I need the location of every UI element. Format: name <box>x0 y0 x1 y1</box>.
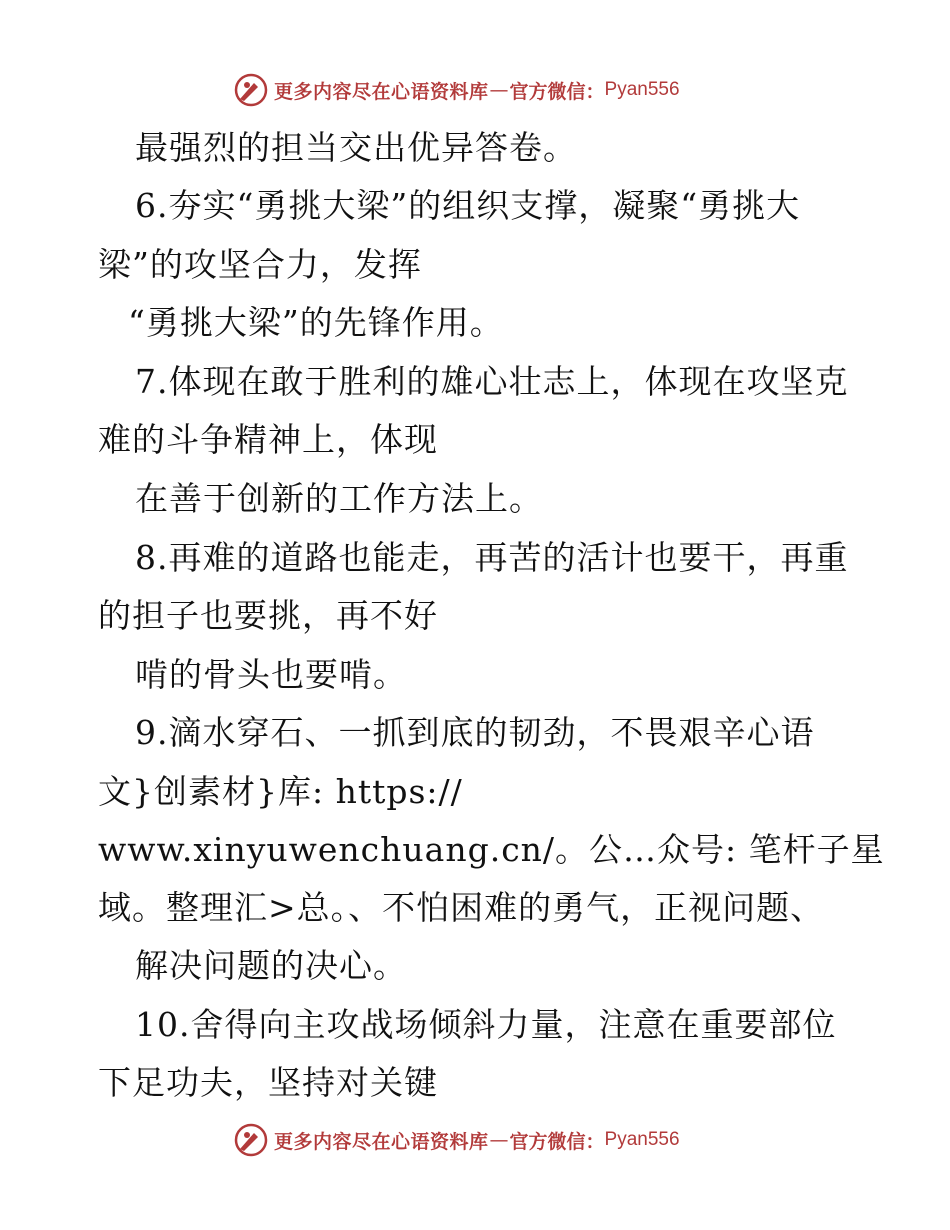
banner-text: 更多内容尽在心语资料库 <box>274 80 489 103</box>
text-line: 10.舍得向主攻战场倾斜力量，注意在重要部位 <box>135 1005 837 1044</box>
text-line: 6.夯实“勇挑大梁”的组织支撑，凝聚“勇挑大 <box>135 186 801 225</box>
text-line: 啃的骨头也要啃。 <box>135 655 407 694</box>
text-line: 7.体现在敢于胜利的雄心壮志上，体现在攻坚克 <box>135 362 849 401</box>
wechat-id: Pyan556 <box>604 1129 680 1150</box>
logo-icon <box>234 73 268 107</box>
text-line: www.xinyuwenchuang.cn/。公…众号: 笔杆子星 <box>98 830 885 869</box>
text-line: 的担子也要挑，再不好 <box>98 596 438 635</box>
banner-separator: — <box>489 1129 509 1151</box>
text-line: 最强烈的担当交出优异答卷。 <box>135 128 577 167</box>
text-line: 解决问题的决心。 <box>135 946 407 985</box>
text-line: 下足功夫，坚持对关键 <box>98 1063 438 1102</box>
header-watermark-banner <box>234 70 680 110</box>
logo-icon <box>234 1123 268 1157</box>
text-line: 文}创素材}库: https:// <box>98 772 463 811</box>
footer-watermark-banner <box>234 1120 680 1160</box>
text-line: 域。整理汇>总。、不怕困难的勇气，正视问题、 <box>98 888 825 927</box>
text-line: 难的斗争精神上，体现 <box>98 420 438 459</box>
text-line: “勇挑大梁”的先锋作用。 <box>128 303 504 342</box>
banner-separator: — <box>489 79 509 101</box>
wechat-id: Pyan556 <box>604 79 680 100</box>
text-line: 9.滴水穿石、一抓到底的韧劲，不畏艰辛心语 <box>135 713 815 752</box>
wechat-label: 官方微信： <box>509 80 605 103</box>
text-line: 在善于创新的工作方法上。 <box>135 479 543 518</box>
text-line: 梁”的攻坚合力，发挥 <box>98 245 422 284</box>
text-line: 8.再难的道路也能走，再苦的活计也要干，再重 <box>135 538 849 577</box>
wechat-label: 官方微信： <box>509 1130 605 1153</box>
banner-text: 更多内容尽在心语资料库 <box>274 1130 489 1153</box>
